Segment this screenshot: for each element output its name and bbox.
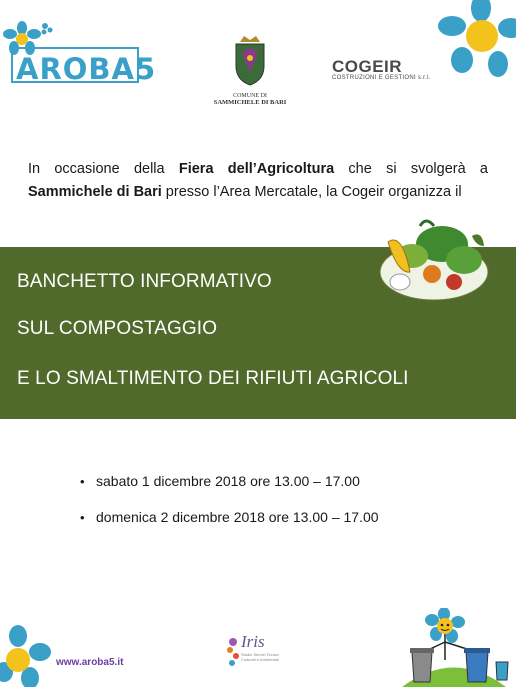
aroba5-logo: [6, 28, 157, 86]
cogeir-logo-name: COGEIR: [332, 57, 403, 76]
aroba5-logo-text: AROBA5: [16, 52, 157, 86]
flower-mascot-with-bins-illustration: [398, 608, 510, 687]
iris-flower-icon: [226, 636, 240, 668]
banner-title-line-1: BANCHETTO INFORMATIVO: [17, 271, 272, 292]
schedule-date: domenica 2 dicembre 2018 ore 13.00 – 17.00: [96, 509, 379, 525]
bullet: •: [80, 474, 85, 489]
iris-logo-subtitle: Studio Servizi Tecnici Culturali e Ambientali: [241, 652, 279, 662]
intro-text: che si svolgerà a: [334, 161, 488, 177]
schedule-item: [80, 473, 480, 509]
comune-crest: [205, 36, 295, 106]
vegetables-illustration: [372, 212, 492, 304]
intro-text: presso l’Area Mercatale, la Cogeir organizza il: [161, 184, 462, 200]
iris-logo-text: Iris: [241, 632, 265, 651]
comune-name: SAMMICHELE DI BARI: [213, 99, 287, 106]
flower-decoration-top-right: [436, 0, 516, 78]
flower-decoration-bottom-left: [0, 624, 52, 687]
banner-title-line-2: SUL COMPOSTAGGIO: [17, 318, 218, 339]
bullet: •: [80, 510, 85, 525]
schedule-date: sabato 1 dicembre 2018 ore 13.00 – 17.00: [96, 473, 360, 489]
website-link[interactable]: www.aroba5.it: [56, 657, 124, 668]
town-name: Sammichele di Bari: [28, 184, 162, 200]
intro-text: In occasione della: [28, 161, 179, 177]
banner-title-line-3: E LO SMALTIMENTO DEI RIFIUTI AGRICOLI: [17, 368, 409, 389]
schedule-item: [80, 509, 480, 545]
intro-paragraph: [28, 158, 488, 204]
comune-label: COMUNE DI: [233, 93, 267, 99]
coat-of-arms-icon: [232, 36, 268, 86]
cogeir-logo-subtitle: COSTRUZIONI E GESTIONI s.r.l.: [332, 75, 431, 81]
iris-logo: [226, 632, 286, 680]
schedule-list: [80, 473, 480, 545]
event-name: Fiera dell’Agricoltura: [178, 161, 335, 177]
cogeir-logo: [332, 58, 432, 88]
